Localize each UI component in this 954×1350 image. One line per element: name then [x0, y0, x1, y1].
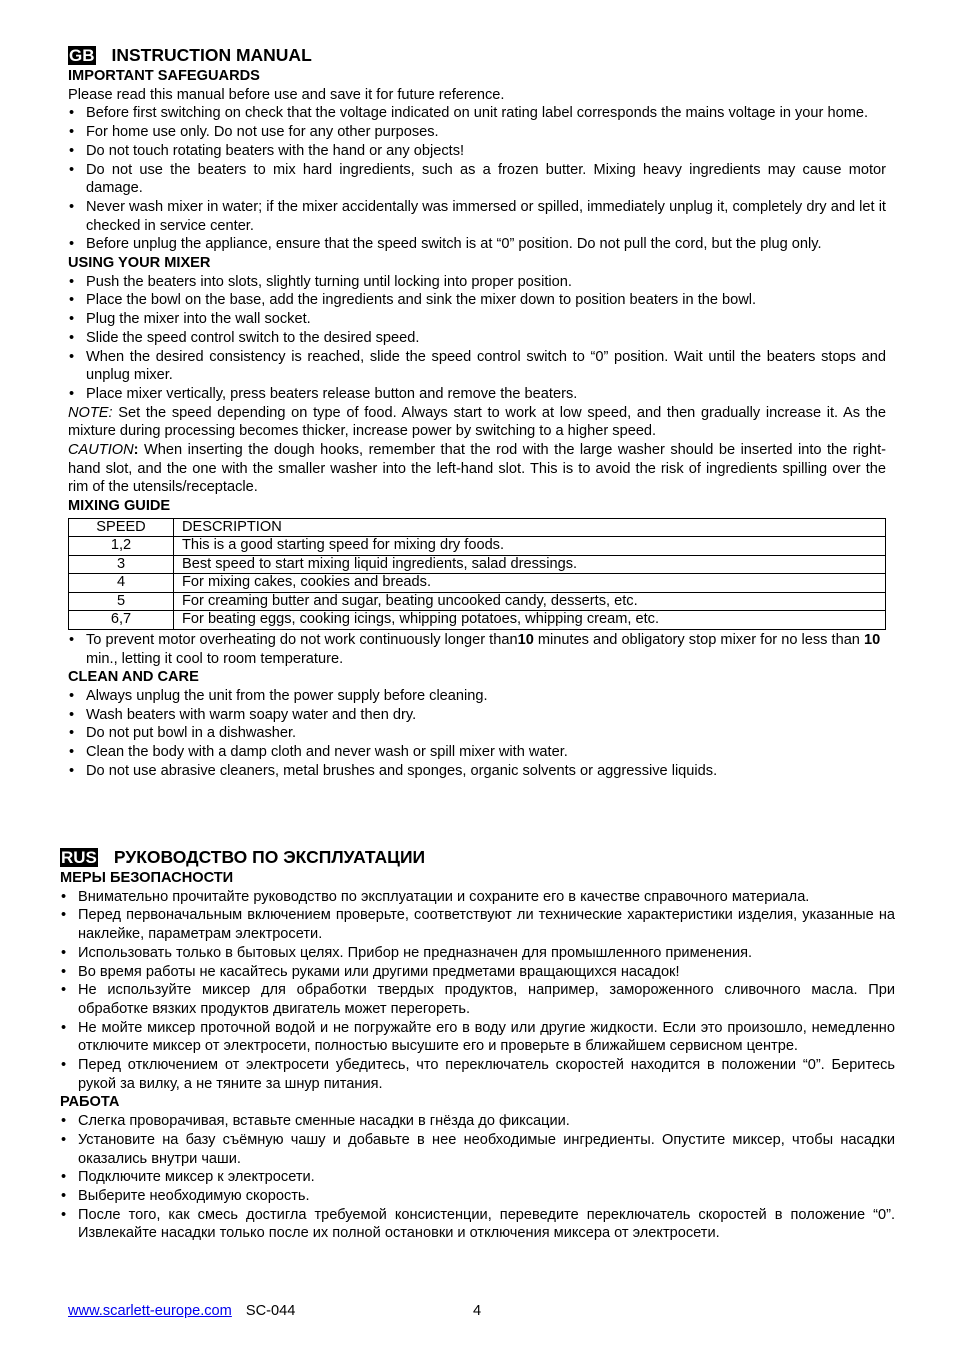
heading-safeguards: IMPORTANT SAFEGUARDS [68, 68, 260, 84]
section-title-rus [60, 846, 895, 868]
list-item: • Always unplug the unit from the power supply before cleaning. [68, 687, 886, 706]
heading-mixing-guide: MIXING GUIDE [68, 498, 171, 515]
list-item: • После того, как смесь достигла требуемой консистенции, переведите переключатель скоростей в положение “0”. Извлекайте насадки только после их полной остановки и отключения миксера от электросети. [60, 1206, 895, 1243]
header-speed: SPEED [69, 518, 174, 537]
list-item: • Do not use the beaters to mix hard ingredients, such as a frozen butter. Mixing heavy ingredients may cause motor damage. [68, 161, 886, 198]
safety-list-rus [60, 888, 895, 1094]
caution-colon: : [133, 442, 139, 459]
table-row [69, 537, 886, 556]
caution-label: CAUTION [68, 442, 134, 459]
table-row [69, 611, 886, 630]
table-header-row [69, 518, 886, 537]
header-description: DESCRIPTION [174, 518, 886, 537]
clean-list [68, 687, 886, 781]
list-item: • Plug the mixer into the wall socket. [68, 310, 886, 329]
cell-description: For beating eggs, cooking icings, whipping potatoes, whipping cream, etc. [174, 611, 886, 630]
website-link[interactable]: www.scarlett-europe.com [68, 1303, 232, 1319]
list-item: • Перед отключением от электросети убедитесь, что переключатель скоростей находится в положении “0”. Беритесь рукой за вилку, а не тяните за шнур питания. [60, 1056, 895, 1093]
caution-paragraph [68, 441, 886, 497]
cell-description: For creaming butter and sugar, beating uncooked candy, desserts, etc. [174, 592, 886, 611]
list-item: • Использовать только в бытовых целях. Прибор не предназначен для промышленного применения. [60, 944, 895, 963]
list-item: • Slide the speed control switch to the desired speed. [68, 329, 886, 348]
list-item: • Before unplug the appliance, ensure that the speed switch is at “0” position. Do not pull the cord, but the plug only. [68, 235, 886, 254]
heading-clean: CLEAN AND CARE [68, 669, 199, 686]
cell-description: For mixing cakes, cookies and breads. [174, 574, 886, 593]
language-tag-rus: RUS [61, 847, 97, 867]
list-item: • Подключите миксер к электросети. [60, 1168, 895, 1187]
list-item: • Place mixer vertically, press beaters release button and remove the beaters. [68, 385, 886, 404]
overheat-minutes-b: 10 [863, 631, 881, 648]
list-item: • Never wash mixer in water; if the mixer accidentally was immersed or spilled, immediately unplug it, completely dry and let it checked in service center. [68, 198, 886, 235]
note-label: NOTE: [68, 404, 113, 421]
list-item: • Do not put bowl in a dishwasher. [68, 724, 886, 743]
section-rus [60, 846, 895, 1243]
cell-speed: 3 [69, 555, 174, 574]
page-number: 4 [473, 1303, 482, 1319]
list-item: • When the desired consistency is reached, slide the speed control switch to “0” position. Wait until the beaters stops and unplug mixer. [68, 348, 886, 385]
cell-speed: 6,7 [69, 611, 174, 630]
list-item [68, 631, 886, 668]
overheat-text-a: To prevent motor overheating do not work continuously longer than [86, 631, 518, 648]
language-tag-gb: GB [69, 45, 95, 65]
cell-description: Best speed to start mixing liquid ingredients, salad dressings. [174, 555, 886, 574]
list-item: • Установите на базу съёмную чашу и добавьте в нее необходимые ингредиенты. Опустите миксер, чтобы насадки оказались внутри чаши. [60, 1131, 895, 1168]
list-item: • Слегка проворачивая, вставьте сменные насадки в гнёзда до фиксации. [60, 1112, 895, 1131]
cell-description: This is a good starting speed for mixing dry foods. [174, 537, 886, 556]
list-item: • Выберите необходимую скорость. [60, 1187, 895, 1206]
using-list [68, 273, 886, 404]
note-paragraph [68, 404, 886, 441]
model-number: SC-044 [245, 1303, 296, 1319]
note-text: Set the speed depending on type of food. Always start to work at low speed, and then gradually increase it. As the mixture during processing becomes thicker, increase power by switching to a higher speed. [68, 404, 886, 440]
caution-text: When inserting the dough hooks, remember that the rod with the large washer should be inserted into the right-hand slot, and the one with the smaller washer into the left-hand slot. This is to avoid the risk of ingredients spilling over the rim of the utensils/receptacle. [68, 442, 886, 496]
overheat-text-b: minutes and obligatory stop mixer for no less than [533, 631, 864, 648]
list-item: • Push the beaters into slots, slightly turning until locking into proper position. [68, 273, 886, 292]
list-item: • Do not touch rotating beaters with the hand or any objects! [68, 142, 886, 161]
title-rus: РУКОВОДСТВО ПО ЭКСПЛУАТАЦИИ [113, 846, 426, 867]
cell-speed: 4 [69, 574, 174, 593]
list-item: • Не используйте миксер для обработки твердых продуктов, например, замороженного сливочного масла. При обработке вязких продуктов двигатель может перегореть. [60, 981, 895, 1018]
list-item: • Внимательно прочитайте руководство по эксплуатации и сохраните его в качестве справочного материала. [60, 888, 895, 907]
work-list-rus [60, 1112, 895, 1243]
table-row [69, 574, 886, 593]
list-item: • Before first switching on check that the voltage indicated on unit rating label corresponds the mains voltage in your home. [68, 104, 886, 123]
intro-text: Please read this manual before use and save it for future reference. [68, 86, 505, 103]
cell-speed: 5 [69, 592, 174, 611]
overheat-list [68, 631, 886, 668]
list-item: • Clean the body with a damp cloth and never wash or spill mixer with water. [68, 743, 886, 762]
list-item: • Wash beaters with warm soapy water and then dry. [68, 706, 886, 725]
list-item: • Не мойте миксер проточной водой и не погружайте его в воду или другие жидкости. Если это произошло, немедленно отключите миксер от электросети, полностью высушите его и проверьте в ближайшем сервисном центре. [60, 1019, 895, 1056]
list-item: • Place the bowl on the base, add the ingredients and sink the mixer down to position beaters in the bowl. [68, 291, 886, 310]
list-item: • Во время работы не касайтесь руками или другими предметами вращающихся насадок! [60, 963, 895, 982]
table-row [69, 592, 886, 611]
title-gb: INSTRUCTION MANUAL [111, 44, 312, 65]
footer [68, 1302, 295, 1321]
overheat-text-c: min., letting it cool to room temperature. [86, 650, 344, 667]
section-gb [68, 44, 886, 781]
cell-speed: 1,2 [69, 537, 174, 556]
safeguards-list [68, 104, 886, 254]
heading-safety-rus: МЕРЫ БЕЗОПАСНОСТИ [60, 870, 234, 886]
overheat-minutes-a: 10 [517, 631, 534, 648]
section-title-gb [68, 44, 886, 66]
heading-work-rus: РАБОТА [60, 1094, 120, 1111]
mixing-guide-table [68, 518, 886, 630]
list-item: • For home use only. Do not use for any other purposes. [68, 123, 886, 142]
table-row [69, 555, 886, 574]
heading-using: USING YOUR MIXER [68, 255, 211, 272]
list-item: • Перед первоначальным включением проверьте, соответствуют ли технические характеристики изделия, указанные на наклейке, параметрам электросети. [60, 906, 895, 943]
list-item: • Do not use abrasive cleaners, metal brushes and sponges, organic solvents or aggressive liquids. [68, 762, 886, 781]
